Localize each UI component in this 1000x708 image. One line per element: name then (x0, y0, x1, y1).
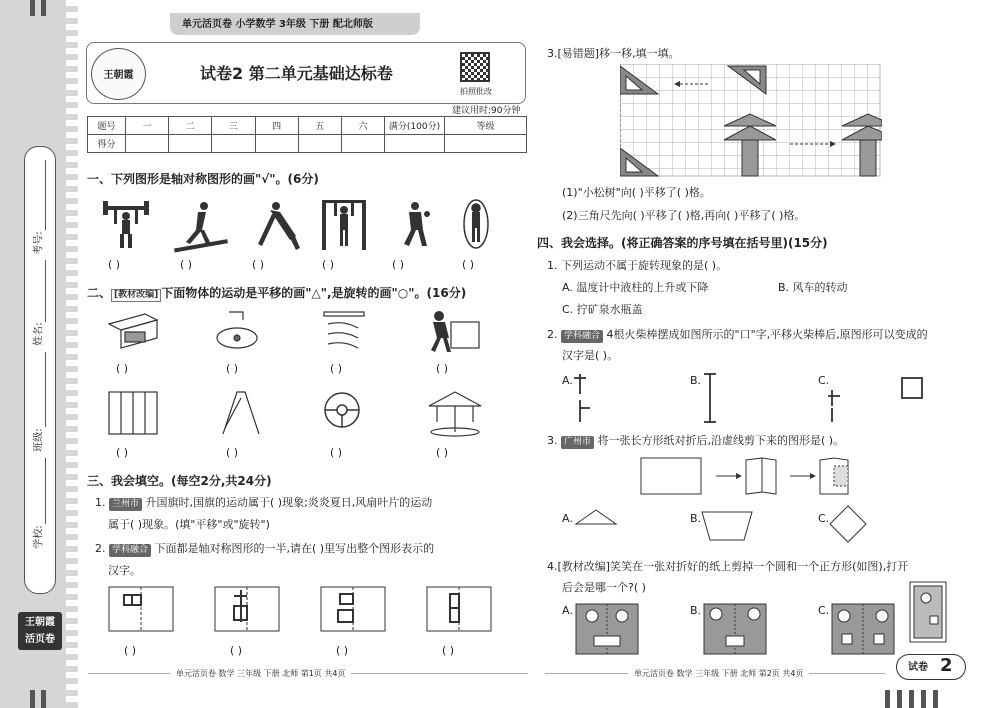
bottom-marks (30, 690, 48, 708)
score-input[interactable] (169, 135, 212, 153)
score-cell: 满分(100分) (385, 117, 445, 135)
score-cell: 一 (126, 117, 169, 135)
q3-item2-text: 下面都是轴对称图形的一半,请在( )里写出整个图形表示的 (154, 542, 435, 555)
q4-i1-option-b[interactable]: B. 风车的转动 (778, 281, 848, 294)
jump-rope-figure (464, 200, 488, 248)
push-box-figure (431, 311, 479, 352)
q4-i2-no: 2. (547, 328, 558, 341)
q4-i1: 1. 下列运动不属于旋转现象的是( )。 (547, 259, 728, 272)
matchstick-a (574, 374, 590, 422)
binding-wave (66, 0, 78, 708)
half-char-box (215, 587, 279, 631)
qr-code[interactable] (460, 52, 490, 82)
q3-3-line2: (2)三角尺先向( )平移了( )格,再向( )平移了( )格。 (562, 209, 806, 222)
page-badge-label: 试卷 (908, 662, 928, 673)
q4-i2-opt[interactable]: A. (562, 374, 573, 387)
q2-answer-slot[interactable]: ( ) (116, 362, 129, 375)
q4-i3-opt[interactable]: A. (562, 512, 573, 525)
matchstick-c (828, 390, 840, 422)
q3-3-line1: (1)"小松树"向( )平移了( )格。 (562, 186, 711, 199)
page-badge (896, 654, 966, 680)
sidebar-logo-line1: 王朝霞 (25, 617, 55, 628)
pullup-bar-figure (322, 200, 366, 250)
q4-i2-text: 4根火柴棒摆成如图所示的"口"字,平移火柴棒后,原图形可以变成的 (606, 328, 928, 341)
q4-i3-no: 3. (547, 434, 558, 447)
q4-i2-tag: 学科融合 (561, 330, 603, 343)
carousel-figure (429, 392, 481, 436)
q4-i4-line1: 4.[教材改编]笑笑在一张对折好的纸上剪掉一个圆和一个正方形(如图),打开 (547, 560, 909, 573)
window-wipe-figure (324, 312, 364, 348)
page-badge-number: 2 (940, 655, 953, 676)
q1-answer-slot[interactable]: ( ) (108, 258, 121, 271)
q2-tag: [教材改编] (111, 289, 161, 302)
cutout-option-c (832, 604, 894, 654)
q4-i3-shapes (574, 502, 874, 546)
translation-grid-figure (620, 64, 882, 178)
brand-logo (91, 48, 146, 100)
field-school: 学校: (33, 525, 45, 549)
q4-i2-line2: 汉字是( )。 (562, 349, 619, 362)
q4-i3-folding-figure (640, 456, 860, 498)
matchstick-square (902, 378, 922, 398)
folded-paper-sample (910, 582, 946, 642)
q3-item1-line2: 属于( )现象。(填"平移"或"旋转") (108, 518, 270, 531)
q3-item2-line2: 汉字。 (108, 564, 141, 577)
pingpong-player-figure (404, 202, 430, 246)
field-school-line[interactable] (45, 458, 46, 524)
q3-item2-no: 2. (95, 542, 106, 555)
q1-answer-slot[interactable]: ( ) (180, 258, 193, 271)
score-cell: 三 (212, 117, 255, 135)
q4-i2-line1 (547, 328, 928, 343)
q3-item2-slot[interactable]: ( ) (336, 644, 349, 657)
q2-figures-row1 (105, 308, 505, 356)
q4-i4-opt[interactable]: C. (818, 604, 830, 617)
q4-i3-line (547, 434, 844, 449)
q1-answer-slot[interactable]: ( ) (462, 258, 475, 271)
top-marks (30, 0, 48, 16)
q2-answer-slot[interactable]: ( ) (116, 446, 129, 459)
footer-right: 单元活页卷 数学 三年级 下册 北师 第2页 共4页 (628, 667, 809, 681)
half-char-box (321, 587, 385, 631)
q3-3-title: 3.[易错题]移一移,填一填。 (547, 47, 680, 60)
cutout-option-a (576, 604, 638, 654)
matchstick-b (704, 374, 716, 422)
field-class: 班级: (33, 428, 45, 452)
q4-i2-matchstick-figures (572, 372, 932, 428)
score-cell: 六 (341, 117, 384, 135)
q4-i1-option-c[interactable]: C. 拧矿泉水瓶盖 (562, 303, 643, 316)
score-input[interactable] (255, 135, 298, 153)
q2-answer-slot[interactable]: ( ) (330, 362, 343, 375)
score-input[interactable] (126, 135, 169, 153)
score-table-header-row (88, 117, 527, 135)
header-tab-text: 单元活页卷 小学数学 3年级 下册 配北师版 (182, 19, 373, 30)
weightlifter-figure (103, 201, 149, 248)
score-cell: 题号 (88, 117, 126, 135)
q4-i4-line2: 后会是哪一个?( ) (562, 581, 646, 594)
q1-answer-slot[interactable]: ( ) (322, 258, 335, 271)
qr-caption: 拍照批改 (460, 87, 492, 96)
field-class-line[interactable] (45, 352, 46, 427)
shape-diamond (830, 506, 866, 542)
score-input[interactable] (341, 135, 384, 153)
score-cell: 五 (298, 117, 341, 135)
q4-i2-opt[interactable]: C. (818, 374, 830, 387)
q4-i4-opt[interactable]: A. (562, 604, 573, 617)
steering-wheel-figure (325, 393, 359, 427)
q2-prefix: 二、 (87, 286, 112, 300)
q3-half-chars (108, 586, 508, 634)
half-char-box (427, 587, 491, 631)
q3-item1-no: 1. (95, 496, 106, 509)
revolving-door-figure (109, 392, 157, 434)
score-cell: 四 (255, 117, 298, 135)
faucet-figure (217, 312, 257, 348)
q3-item2-tag: 学科融合 (109, 544, 151, 557)
q1-title: 一、下列图形是轴对称图形的画"√"。(6分) (87, 172, 319, 186)
page-title: 试卷2 第二单元基础达标卷 (200, 64, 393, 83)
q3-item1-line1 (95, 496, 432, 511)
q3-item2-line1 (95, 542, 434, 557)
q4-title: 四、我会选择。(将正确答案的序号填在括号里)(15分) (537, 236, 828, 250)
q2-answer-slot[interactable]: ( ) (330, 446, 343, 459)
score-input[interactable] (445, 135, 527, 153)
score-row-label: 得分 (88, 135, 126, 153)
q3-item2-slot[interactable]: ( ) (124, 644, 137, 657)
sidebar-logo-line2: 活页卷 (25, 634, 55, 645)
q2-answer-slot[interactable]: ( ) (226, 446, 239, 459)
q3-title: 三、我会填空。(每空2分,共24分) (87, 474, 272, 488)
q4-i1-option-a[interactable]: A. 温度计中液柱的上升或下降 (562, 281, 709, 294)
q4-i2-opt[interactable]: B. (690, 374, 702, 387)
q4-i4-cutout-figures (572, 580, 992, 660)
q2-figures-row2 (105, 388, 505, 438)
q4-i3-tag: 广州市 (561, 436, 594, 449)
shape-triangle (576, 510, 616, 524)
field-name-line[interactable] (45, 260, 46, 322)
q4-i4-opt[interactable]: B. (690, 604, 702, 617)
bottom-right-marks (885, 690, 965, 708)
q2-answer-slot[interactable]: ( ) (436, 362, 449, 375)
drawer-figure (109, 314, 157, 348)
stretching-figure (258, 202, 300, 250)
field-exam-no: 考号: (33, 231, 45, 255)
footer-left: 单元活页卷 数学 三年级 下册 北师 第1页 共4页 (170, 667, 351, 681)
q2-text: 下面物体的运动是平移的画"△",是旋转的画"○"。(16分) (161, 286, 467, 300)
score-table (87, 116, 527, 153)
q1-answer-slot[interactable]: ( ) (392, 258, 405, 271)
q3-item1-text: 升国旗时,国旗的运动属于( )现象;炎炎夏日,风扇叶片的运动 (145, 496, 433, 509)
q3-item1-tag: 兰州市 (109, 498, 142, 511)
q4-i3-opt[interactable]: C. (818, 512, 830, 525)
q4-i3-text: 将一张长方形纸对折后,沿虚线剪下来的图形是( )。 (597, 434, 845, 447)
q2-answer-slot[interactable]: ( ) (436, 446, 449, 459)
brand-logo-text: 王朝霞 (103, 70, 134, 81)
score-input[interactable] (298, 135, 341, 153)
q4-i3-opt[interactable]: B. (690, 512, 702, 525)
half-char-box (109, 587, 173, 631)
suggested-time: 建议用时:90分钟 (452, 106, 521, 116)
shape-trapezoid (702, 512, 752, 540)
cutout-option-b (704, 604, 766, 654)
q1-answer-slot[interactable]: ( ) (252, 258, 265, 271)
score-cell: 等级 (445, 117, 527, 135)
score-input[interactable] (385, 135, 445, 153)
q1-figures (100, 196, 520, 254)
field-exam-no-line[interactable] (45, 160, 46, 230)
q3-item2-slot[interactable]: ( ) (442, 644, 455, 657)
q3-item2-slot[interactable]: ( ) (230, 644, 243, 657)
q2-title (87, 286, 466, 302)
sidebar-logo (18, 612, 62, 650)
score-cell: 二 (169, 117, 212, 135)
q2-answer-slot[interactable]: ( ) (226, 362, 239, 375)
slide-figure (223, 392, 259, 434)
field-name: 姓名: (33, 322, 45, 346)
score-input[interactable] (212, 135, 255, 153)
score-table-score-row (88, 135, 527, 153)
treadmill-runner-figure (174, 202, 228, 252)
